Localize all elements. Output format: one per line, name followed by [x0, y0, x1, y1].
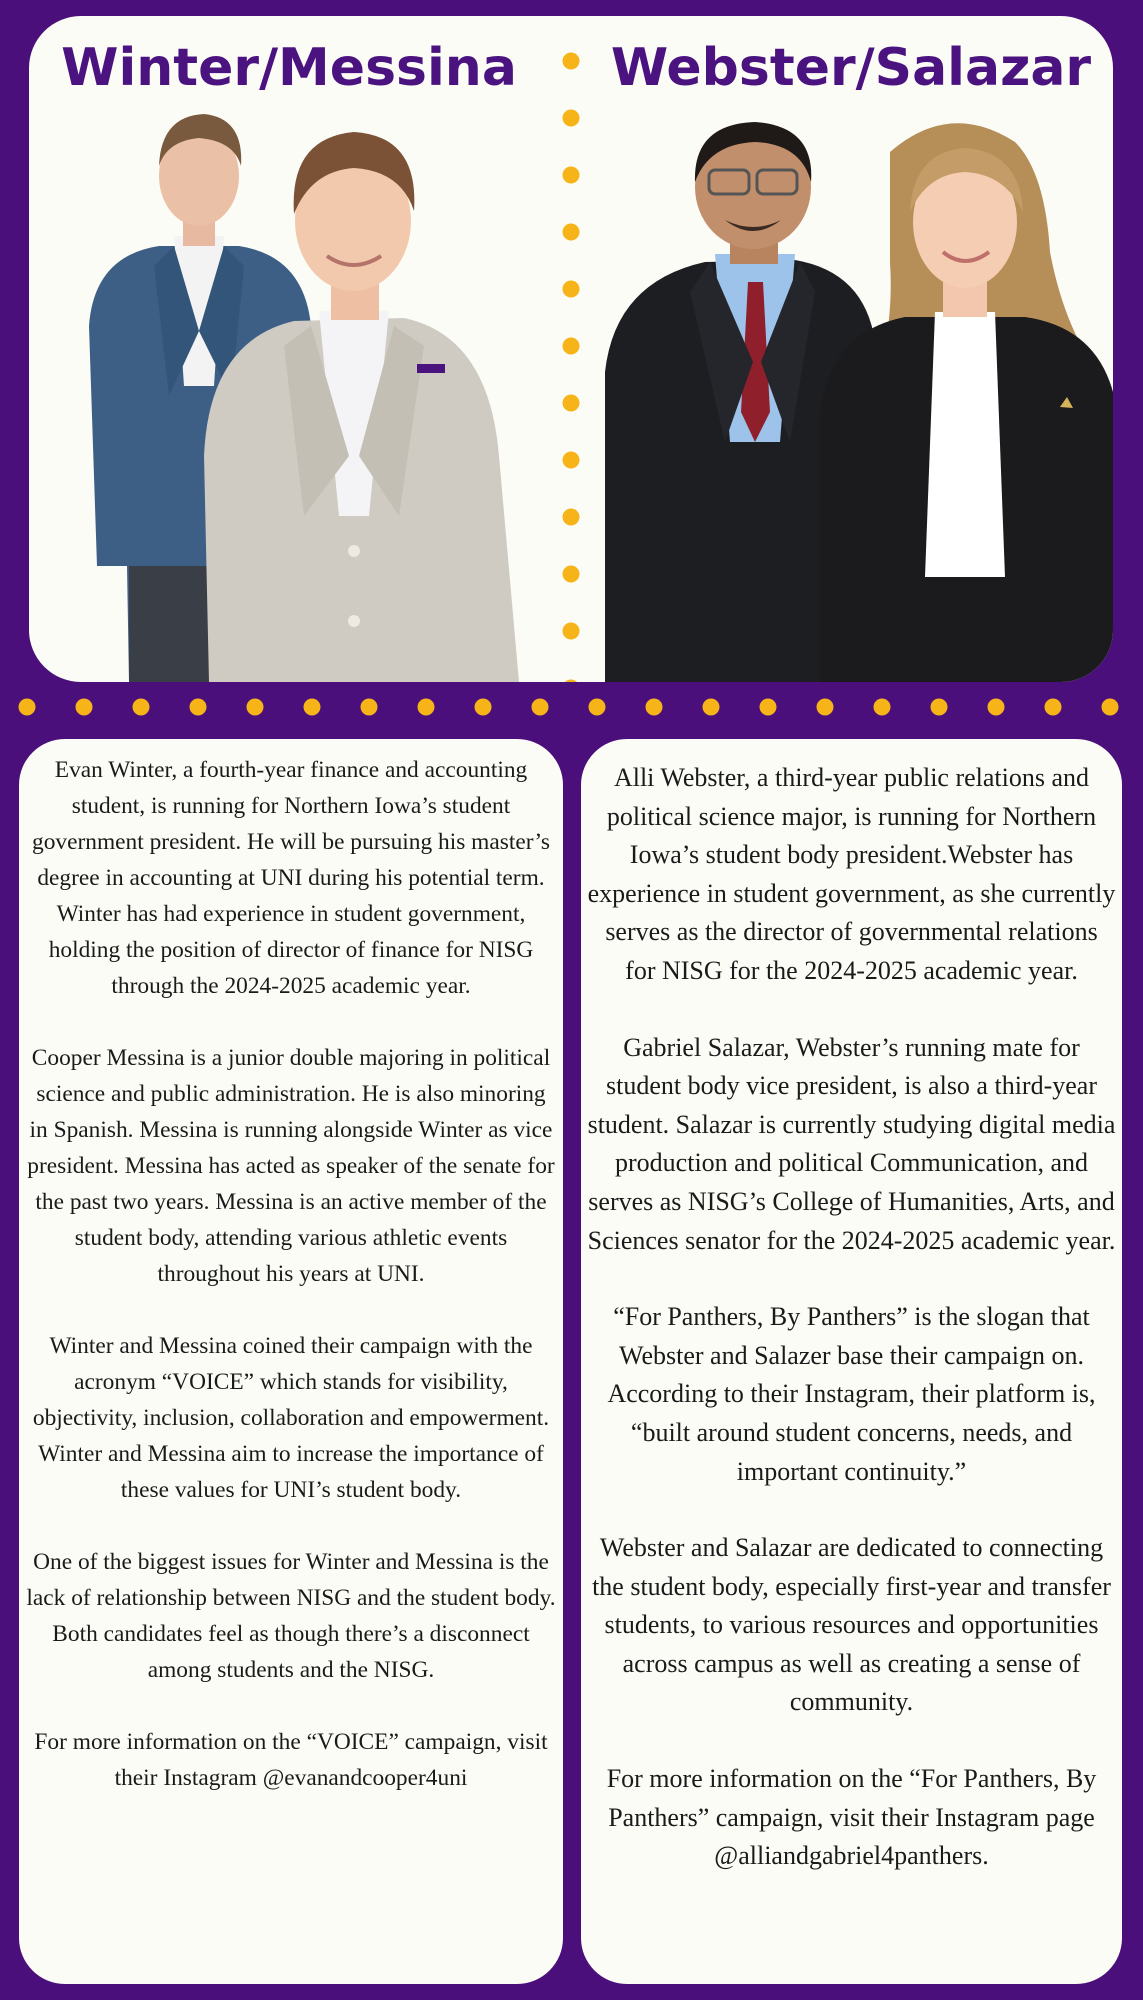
slogan-paragraph: “For Panthers, By Panthers” is the slogan that Webster and Salazer base their campaign on. According to their Instagram, their platform is, “built around student concerns, needs, and important continuity.”: [607, 1302, 1096, 1486]
winter-figure: [204, 132, 519, 682]
webster-salazar-photo: [605, 112, 1113, 682]
webster-bio-paragraph: Alli Webster, a third-year public relations and political science major, is running for Northern Iowa’s student body president.Webster has experience in student government, as she currently serves as the director of governmental relations for NISG for the 2024-2025 academic year.: [587, 763, 1116, 985]
horizontal-dot-divider: [0, 691, 1143, 723]
webster-salazar-bio-card: [581, 739, 1122, 1984]
left-more-info-paragraph: For more information on the “VOICE” campaign, visit their Instagram @evanandcooper4uni: [34, 1729, 548, 1791]
voice-campaign-paragraph: Winter and Messina coined their campaign with the acronym “VOICE” which stands for visibility, objectivity, inclusion, collaboration and empowerment. Winter and Messina aim to increase the importance of these values for UNI’s student body.: [32, 1333, 550, 1503]
salazar-bio-paragraph: Gabriel Salazar, Webster’s running mate for student body vice president, is also a third-year student. Salazar is currently studying digital media production and political Communication, and serves as NISG’s College of Humanities, Arts, and Sciences senator for the 2024-2025 academic year.: [587, 1032, 1116, 1255]
winter-messina-bio-card: [19, 739, 563, 1984]
winter-messina-photo: [49, 96, 549, 682]
right-ticket-heading: Webster/Salazar: [610, 38, 1092, 98]
community-paragraph: Webster and Salazar are dedicated to connecting the student body, especially first-year and transfer students, to various resources and opportunities across campus as well as creating a sense of community.: [592, 1533, 1111, 1717]
winter-bio-paragraph: Evan Winter, a fourth-year finance and accounting student, is running for Northern Iowa’s student government president. He will be pursuing his master’s degree in accounting at UNI during his potential term. Winter has had experience in student government, holding the position of director of finance for NISG through the 2024-2025 academic year.: [32, 757, 550, 999]
webster-figure: [820, 123, 1113, 682]
right-more-info-paragraph: For more information on the “For Panthers, By Panthers” campaign, visit their Instagram page @alliandgabriel4panthers.: [606, 1764, 1097, 1871]
issues-paragraph: One of the biggest issues for Winter and Messina is the lack of relationship between NISG and the student body. Both candidates feel as though there’s a disconnect among students and the NISG.: [26, 1549, 556, 1683]
vertical-dot-divider: [556, 36, 586, 682]
left-ticket-heading: Winter/Messina: [61, 38, 517, 98]
candidates-photo-panel: [29, 16, 1113, 682]
messina-bio-paragraph: Cooper Messina is a junior double majoring in political science and public administration. He is also minoring in Spanish. Messina is running alongside Winter as vice president. Messina has acted as speaker of the senate for the past two years. Messina is an active member of the student body, attending various athletic events throughout his years at UNI.: [27, 1045, 555, 1287]
